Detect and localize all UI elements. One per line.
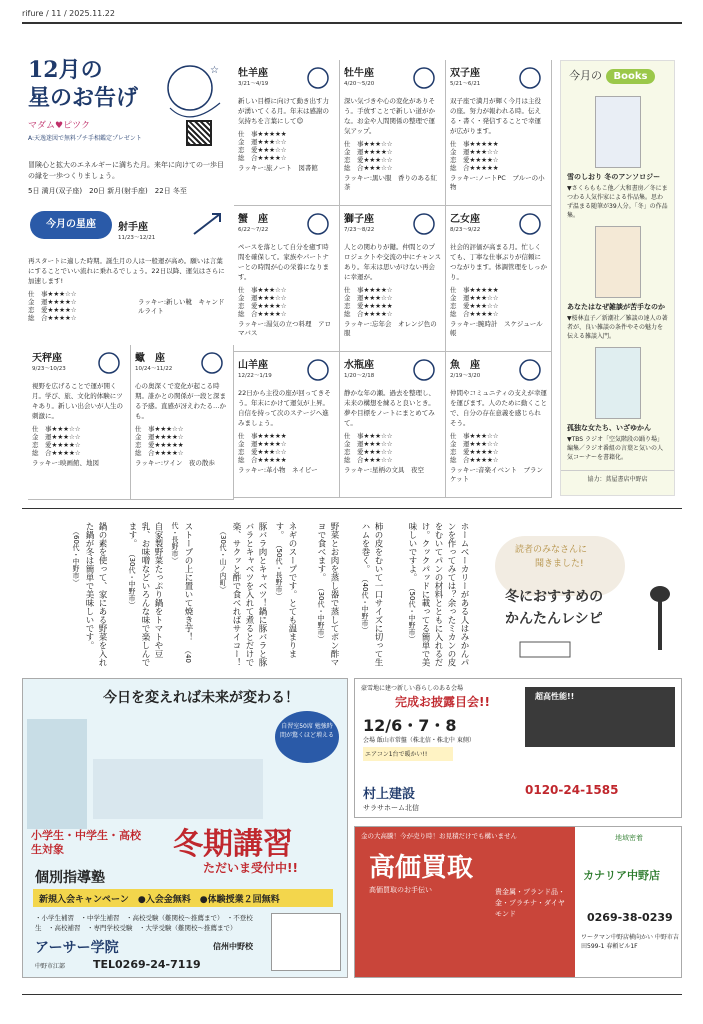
rating-line: 金 運★★★☆☆	[450, 440, 499, 448]
recipe-author: （30代・中野市）	[317, 587, 325, 642]
rating-line: 仕 事★★★★★	[450, 140, 499, 148]
rating-line: 恋 愛★★★☆☆	[238, 448, 287, 456]
recipe-text: 自家製野菜たっぷり鍋をトマトや豆乳、お味噌などいろんな味で楽しんでます。	[127, 522, 163, 667]
school-address: 中野市江部	[35, 963, 66, 970]
sign-ratings	[238, 432, 335, 464]
sign-date: 4/20〜5/20	[344, 81, 375, 87]
sign-ratings	[450, 140, 547, 172]
sign-name: 獅子座	[344, 214, 374, 225]
zodiac-icon	[301, 64, 335, 92]
sign-lucky: ラッキー:腕時計 スケジュール帳	[450, 320, 543, 337]
sign-name: 魚 座	[450, 360, 480, 371]
sign-box	[340, 206, 446, 352]
recipe-item	[108, 522, 164, 667]
book-cover[interactable]	[595, 96, 641, 168]
sign-text: ペースを落として自分を癒す時間を確保して。家族やパートナーとの時間が心の栄養になります。	[238, 243, 329, 281]
sign-text: 深い気づきや心の変化がありそう。手放すことで新しい道がかな。お金や人間関係の整理で運気アップ。	[344, 97, 435, 135]
books-logo: Books	[606, 69, 656, 84]
sign-lucky: ラッキー:旅ノート 図書館	[238, 164, 318, 172]
sign-date: 7/23〜8/22	[344, 227, 375, 233]
school-tagline: 今日を変えれば未来が変わる！	[103, 690, 299, 706]
pot-icon	[515, 632, 575, 662]
moon-dates: 5日 満月(双子座) 20日 新月(射手座) 22日 冬至	[28, 187, 187, 195]
recipe-item	[194, 522, 268, 667]
zodiac-icon	[407, 210, 441, 238]
house-header: 豪雪地に建つ新しい暮らしのある会場	[361, 685, 464, 692]
archer-icon	[190, 210, 224, 238]
buy-shop: カナリア中野店	[583, 869, 660, 882]
ad-house[interactable]	[354, 678, 682, 818]
rating-line: 仕 事★★★★★	[238, 432, 287, 440]
school-campaign: 新規入会キャンペーン	[39, 895, 129, 905]
rating-line: 総 合★★★★☆	[238, 154, 287, 162]
house-place: 会場 飯山市常盤（株北信・株北中 東側）	[363, 737, 475, 744]
recipe-title4: かんたんレシピ	[505, 611, 603, 627]
book-cover[interactable]	[595, 226, 641, 298]
sign-grid-left	[28, 345, 234, 500]
recipe-author: （60代・中野市）	[72, 528, 80, 586]
school-offer1: ●入会金無料	[137, 895, 191, 905]
sign-text: 社会的評価が高まる月。忙しくても、丁寧な仕事ぶりが信頼につながります。体調管理をしっかり。	[450, 243, 547, 281]
sign-name: 水瓶座	[344, 360, 374, 371]
rating-line: 総 合★★★★☆	[238, 310, 287, 318]
buy-address: ワークマン中野店横向かい 中野市吉田599-1 春頼ビル1F	[581, 934, 679, 950]
school-grades: 小学生・中学生・高校生対象	[31, 829, 141, 856]
sign-date: 2/19〜3/20	[450, 373, 481, 379]
recipe-text: 柿の皮をむいて一口サイズに切って生ハムを巻く。	[360, 522, 383, 667]
rating-line: 金 運★★★☆☆	[238, 294, 287, 302]
rating-line: 総 合★★★★☆	[28, 314, 77, 322]
school-note: 自習室50席 勉強時間が驚くほど増える	[275, 711, 339, 763]
school-campaign-title: 冬期講習	[173, 827, 293, 862]
sign-ratings	[344, 432, 441, 464]
recipe-author: （30代・山ノ内町）	[219, 528, 227, 593]
sign-box	[234, 60, 340, 206]
sign-text: 静かな年の瀬。過去を整理し、未来の構想を練ると良いとき。夢や目標をノートにまとめてみて。	[344, 389, 435, 427]
zodiac-icon	[407, 356, 441, 384]
book-title: 孤独な女たち、いざゆかん	[567, 424, 651, 432]
svg-text:☆: ☆	[210, 65, 219, 76]
rating-line: 仕 事★★★★★	[238, 130, 287, 138]
rating-line: 金 運★★★★☆	[28, 298, 77, 306]
buy-tel[interactable]: 0269-38-0239	[587, 911, 673, 924]
sign-lucky: ラッキー:革小物 ネイビー	[238, 466, 318, 474]
school-offer2: ●体験授業２回無料	[199, 895, 280, 905]
sign-lucky: ラッキー:忘年会 オレンジ色の服	[344, 320, 437, 337]
rating-line: 総 合★★★☆☆	[344, 164, 393, 172]
sign-ratings	[238, 130, 335, 162]
featured-sign-body	[28, 252, 228, 338]
book-desc: ▼さくらももこ他／大和書房／冬にまつわる人気作家による作品集。思わず温まる随筆が39人分。「冬」の作品集。	[567, 185, 668, 219]
sign-text: 視野を広げることで運が開く月。学び、旅、文化的体験にツキあり。新しい出会いが人生の刺激に。	[32, 382, 123, 420]
school-tel[interactable]: TEL0269-24-7119	[93, 958, 201, 971]
sign-grid	[234, 60, 554, 500]
rating-line: 恋 愛★★★★☆	[32, 441, 81, 449]
rating-line: 総 合★★★★☆	[344, 310, 393, 318]
sign-text: 新しい目標に向けて動き出す力が湧いてくる月。年末は感謝の気持ちを言葉にして☺	[238, 97, 329, 125]
school-campaign-bar	[33, 889, 333, 907]
sign-lucky: ラッキー:映画館、地図	[32, 459, 100, 467]
sign-name: 山羊座	[238, 360, 268, 371]
sign-ratings	[135, 425, 229, 457]
recipe-text: 豚バラ肉とキャベツ！鍋に豚バラと豚バラとキャベツを入れて煮るとだけで楽、サクッと酢で食べればサイコー！	[231, 522, 267, 667]
recipe-text: ストーブの上に置いて焼き芋！	[183, 522, 193, 641]
sign-lucky: ラッキー:黒い服 香りのある紅茶	[344, 174, 438, 191]
sign-box	[446, 352, 552, 498]
book-title: あなたはなぜ雑談が苦手なのか	[567, 303, 665, 311]
school-kind: 個別指導塾	[35, 870, 105, 886]
top-rule	[22, 22, 682, 24]
ad-buy[interactable]	[354, 826, 682, 978]
buy-title: 高価買取	[369, 853, 474, 883]
house-sub: サラサホーム北信	[363, 804, 419, 812]
title-note: A:天逸迷図で無料プチ手相鑑定プレゼント	[28, 135, 142, 142]
zodiac-icon	[195, 349, 229, 377]
sign-box	[340, 60, 446, 206]
sign-ratings	[450, 286, 547, 318]
buy-note: 地域密着	[615, 834, 643, 842]
book-cover[interactable]	[595, 347, 641, 419]
zodiac-icon	[513, 64, 547, 92]
recipe-item	[340, 522, 384, 667]
books-panel	[560, 60, 675, 496]
rating-line: 金 運★★★☆☆	[32, 433, 81, 441]
sign-date: 12/22〜1/19	[238, 373, 272, 379]
rating-line: 総 合★★★☆☆	[344, 456, 393, 464]
rating-line: 金 運★★★☆☆	[344, 294, 393, 302]
zodiac-icon	[92, 349, 126, 377]
featured-sign-date: 11/23〜12/21	[118, 235, 156, 241]
featured-sign-name: 射手座	[118, 222, 148, 233]
sign-box	[446, 206, 552, 352]
mid-rule	[22, 508, 682, 509]
recipe-text: ネギのスープです。とても温まります。	[274, 522, 297, 658]
sign-ratings	[344, 140, 441, 172]
intro-text: 冒険心と拡大のエネルギーに満ちた月。来年に向けての一歩目の縁を一歩つくりましょう。	[28, 161, 224, 180]
house-hp: 超高性能!!	[535, 692, 575, 701]
rating-line: 総 合★★★★☆	[450, 456, 499, 464]
rating-line: 金 運★★★★☆	[238, 440, 287, 448]
sign-date: 10/24〜11/22	[135, 366, 173, 372]
sign-ratings	[450, 432, 547, 464]
rating-line: 恋 愛★★★★☆	[238, 302, 287, 310]
moon-girl-illustration-icon	[140, 58, 232, 128]
book-desc: ▼桜林直子／新潮社／雑談の達人の著者が、良い雑談の条件やその魅力を伝える雑談入門。	[567, 315, 668, 340]
sign-name: 牡羊座	[238, 68, 268, 79]
recipe-title2: 聞きました!	[535, 559, 584, 569]
zodiac-icon	[301, 356, 335, 384]
buy-sub: 高価買取のお手伝い	[369, 886, 432, 894]
school-courses: ・小学生補習 ・中学生補習 ・高校受験（難関校〜推薦まで） ・不登校生 ・高校補習 ・専門学校受験 ・大学受験（難関校〜推薦まで）	[35, 914, 253, 932]
rating-line: 金 運★★★☆☆	[450, 294, 499, 302]
zodiac-icon	[513, 356, 547, 384]
rating-line: 金 運★★★☆☆	[450, 148, 499, 156]
recipe-item	[384, 522, 470, 667]
sign-lucky: ラッキー:ノートPC ブルーの小物	[450, 174, 545, 191]
rating-line: 仕 事★★★★★	[450, 286, 499, 294]
sign-text: 人との関わりが鍵。仲間とのプロジェクトや交流の中にチャンスあり。年末は思いがけない再会に幸運が。	[344, 243, 441, 281]
books-credit: 協力：蔦屋書店中野店	[561, 470, 674, 484]
sign-ratings	[344, 286, 441, 318]
house-brand: 村上建設	[363, 787, 416, 802]
recipe-author: （50代・中野市）	[408, 587, 416, 642]
sign-box	[28, 345, 131, 500]
rating-line: 仕 事★★★☆☆	[135, 425, 184, 433]
sign-ratings	[32, 425, 126, 457]
sign-date: 6/22〜7/22	[238, 227, 269, 233]
rating-line: 恋 愛★★★★☆	[450, 156, 499, 164]
sign-name: 天秤座	[32, 353, 62, 364]
recipe-author: （50代・長野市）	[275, 545, 283, 600]
sign-date: 8/23〜9/22	[450, 227, 481, 233]
rating-line: 金 運★★★☆☆	[238, 138, 287, 146]
sign-name: 蟹 座	[238, 214, 268, 225]
featured-sign-text: 再スタートに適した時期。誕生月の人は一般運が高め。願いは言葉にすることでいい流れに乗れるでしょう。22日以降、運気はさらに加速します!	[28, 257, 225, 285]
school-branch: 信州中野校	[213, 942, 253, 951]
sign-date: 5/21〜6/21	[450, 81, 481, 87]
recipe-author: （40代・長野市）	[171, 522, 192, 663]
school-status: ただいま受付中!!	[203, 861, 298, 875]
sign-lucky: ラッキー:音楽イベント ブランケット	[450, 466, 544, 483]
rating-line: 総 合★★★★★	[450, 164, 499, 172]
rating-line: 恋 愛★★★☆☆	[344, 156, 393, 164]
sign-box	[131, 345, 234, 500]
rating-line: 金 運★★★☆☆	[344, 440, 393, 448]
bottom-rule	[22, 994, 682, 995]
recipe-item	[298, 522, 340, 667]
sign-box	[340, 352, 446, 498]
sign-lucky: ラッキー:星柄の文具 夜空	[344, 466, 425, 474]
rating-line: 恋 愛★★★★★	[344, 302, 393, 310]
recipe-author: （30代・中野市）	[128, 553, 136, 608]
recipe-header	[475, 522, 683, 670]
student-photo	[27, 719, 87, 829]
rating-line: 仕 事★★★☆☆	[32, 425, 81, 433]
recipe-item	[52, 522, 108, 667]
recipe-text: 野菜とお肉を蒸し器で蒸してポン酢マヨで食べます。	[316, 522, 339, 667]
rating-line: 恋 愛★★★★★	[135, 441, 184, 449]
rating-line: 総 合★★★★☆	[450, 310, 499, 318]
house-feature: エアコン1台で暖かい!!	[363, 747, 453, 761]
zodiac-icon	[513, 210, 547, 238]
book-desc: ▼TBS ラジオ「空気階段の踊り場」編集／ラジオ番組の言葉と気いの人気コーナーを書籍化。	[567, 436, 664, 461]
rating-line: 恋 愛★★★★☆	[450, 448, 499, 456]
rating-line: 仕 事★★★☆☆	[238, 286, 287, 294]
rating-line: 恋 愛★★★☆☆	[238, 146, 287, 154]
featured-lucky: ラッキー:新しい靴 キャンドルライト	[138, 298, 225, 315]
rating-line: 仕 事★★★☆☆	[344, 140, 393, 148]
recipe-text: 鍋の素を使って、家にある野菜を入れた鍋が冬は簡単で美味しいです。	[84, 522, 107, 667]
rating-line: 総 合★★★★☆	[135, 449, 184, 457]
buy-items: 貴金属・ブランド品・金・プラチナ・ダイヤモンド	[495, 888, 565, 918]
sign-box	[234, 352, 340, 498]
sign-name: 乙女座	[450, 214, 480, 225]
school-map	[271, 913, 341, 971]
class-photo	[93, 759, 263, 819]
header-meta: rifure / 11 / 2025.11.22	[22, 9, 115, 18]
sign-box	[446, 60, 552, 206]
title-line2: 星のお告げ	[28, 85, 139, 111]
ladle-icon	[645, 582, 675, 652]
house-dates: 12/6・7・8	[363, 716, 457, 735]
sign-date: 9/23〜10/23	[32, 366, 66, 372]
sign-date: 1/20〜2/18	[344, 373, 375, 379]
rating-line: 総 合★★★★★	[238, 456, 287, 464]
zodiac-icon	[301, 210, 335, 238]
featured-ratings	[28, 290, 77, 322]
recipe-title3: 冬におすすめの	[505, 589, 604, 605]
title-line1: 12月の	[28, 57, 103, 83]
school-brand: アーサー学院	[35, 940, 119, 956]
sign-lucky: ラッキー:湯気の立つ料理 アロマバス	[238, 320, 332, 337]
sign-text: 双子座で満月が輝く今月は主役の座。努力が報われる時。伝える・書く・発信することで幸運が広がります。	[450, 97, 541, 135]
rating-line: 金 運★★★★☆	[135, 433, 184, 441]
house-tel[interactable]: 0120-24-1585	[525, 783, 619, 797]
house-event: 完成お披露目会!!	[395, 695, 490, 709]
rating-line: 仕 事★★★☆☆	[450, 432, 499, 440]
recipe-text: ホームベーカリーがある人はみかんパンを作ってみては？余ったミカンの皮をむいてパンの材料とともに入れるだけ。クックパッドに載ってる簡単で美味しいですよ。	[407, 522, 469, 667]
rating-line: 仕 事★★★☆☆	[28, 290, 77, 298]
book-title: 雪のしおり 冬のアンソロジー	[567, 173, 661, 181]
author-name: マダム♥ピツク	[28, 121, 90, 131]
sign-text: 心の奥深くで変化が起こる時期。誰かとの関係が一段と深まる予感。直感が冴えわたる…かも。	[135, 382, 226, 420]
buy-header: 金の大高騰！今が売り時！お見積だけでも構いません	[361, 832, 517, 840]
rating-line: 仕 事★★★☆☆	[344, 432, 393, 440]
books-header	[561, 61, 674, 90]
rating-line: 恋 愛★★★☆☆	[450, 302, 499, 310]
sign-name: 牡牛座	[344, 68, 374, 79]
sign-box	[234, 206, 340, 352]
rating-line: 恋 愛★★★☆☆	[344, 448, 393, 456]
sign-text: 22日から主役の座が回ってきそう。年末にかけて運気が上昇。自信を持って次のステージへ進みましょう。	[238, 389, 331, 427]
sign-name: 蠍 座	[135, 353, 165, 364]
sign-ratings	[238, 286, 335, 318]
books-heading: 今月の	[569, 69, 602, 82]
recipe-author: （40代・中野市）	[361, 579, 369, 634]
rating-line: 金 運★★★★☆	[344, 148, 393, 156]
rating-line: 仕 事★★★★☆	[344, 286, 393, 294]
rating-line: 恋 愛★★★★☆	[28, 306, 77, 314]
recipe-item	[268, 522, 298, 667]
rating-line: 総 合★★★★☆	[32, 449, 81, 457]
zodiac-icon	[407, 64, 441, 92]
sign-date: 3/21〜4/19	[238, 81, 269, 87]
sign-name: 双子座	[450, 68, 480, 79]
sign-text: 仲間やコミュニティの支えが幸運を運びます。人のために動くことで、自分の存在意義を感じられそう。	[450, 389, 547, 427]
month-sign-badge: 今月の星座	[30, 211, 112, 239]
recipe-item	[164, 522, 194, 667]
ad-school[interactable]	[22, 678, 348, 978]
sign-lucky: ラッキー:ワイン 夜の散歩	[135, 459, 215, 467]
recipe-title1: 読者のみなさんに	[515, 545, 588, 555]
